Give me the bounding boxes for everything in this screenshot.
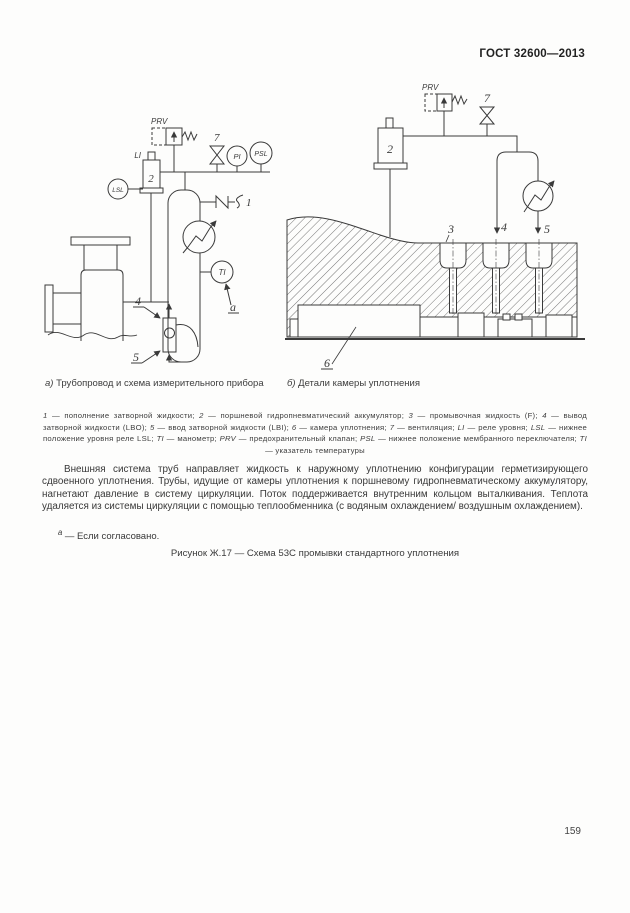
piping-diagram-svg (40, 75, 600, 375)
prv-label-a: PRV (151, 117, 168, 126)
footnote-marker: а (57, 528, 63, 537)
outlet-label-b: 4 (501, 220, 507, 234)
diagram-b (285, 83, 585, 370)
heat-exchanger-icon-b (523, 181, 554, 212)
caption-a-text: Трубопровод и схема измерительного прибора (56, 378, 264, 389)
caption-b-marker: б) (287, 378, 296, 389)
psl-label: PSL (254, 151, 268, 158)
prv-label-b: PRV (422, 83, 439, 92)
accumulator-label-b: 2 (387, 142, 393, 156)
header-pipe-b (403, 136, 517, 152)
inlet-label-b: 5 (544, 222, 550, 236)
fill-valve-icon (200, 195, 243, 208)
body-paragraph-block (42, 464, 588, 514)
casing-section (285, 217, 585, 339)
standard-number: ГОСТ 32600—2013 (479, 48, 585, 60)
caption-b (287, 378, 577, 390)
temperature-gauge-icon (200, 261, 233, 283)
footnote-text: — Если согласовано. (64, 531, 160, 543)
li-label: LI (134, 151, 141, 160)
vent-valve-icon-b (480, 107, 494, 136)
ti-label: TI (218, 268, 226, 277)
legend-text: 1 — пополнение затворной жидкости; 2 — поршневой гидропневматический аккумулятор; 3 — промывочная жидкость (F); 4 — вывод затворной жидкости (LBO); 5 — ввод затворной жидкости (LBI); 6 — камера уплотнения; 7 — вентиляция; LI — реле уровня; LSL — нижнее положение уровня реле LSL; TI — манометр; PRV — предохранительный клапан; PSL — нижнее положение мембранного переключателя; TI — указатель температуры (43, 411, 588, 455)
caption-b-text: Детали камеры уплотнения (298, 378, 420, 389)
caption-a-marker: а) (45, 378, 54, 389)
heat-exchanger-icon-a (183, 221, 216, 253)
accumulator-icon-b (374, 118, 407, 237)
footnote-ref-label: а (230, 300, 236, 314)
pump-body (45, 237, 137, 341)
figure-caption: Рисунок Ж.17 — Схема 53С промывки стандартного уплотнения (170, 548, 460, 559)
relief-valve-icon (152, 128, 197, 172)
footnote (42, 528, 588, 542)
fill-label: 1 (246, 197, 252, 209)
inlet-label-a: 5 (133, 350, 139, 364)
diagram-a (45, 117, 272, 364)
relief-valve-icon-b (425, 94, 467, 136)
figure-diagrams (40, 75, 600, 375)
vent-label-a: 7 (214, 132, 220, 144)
body-paragraph: Внешняя система труб направляет жидкость к наружному уплотнению конфигурации герметизирующего сдвоенного уплотнения. Трубы, идущие от камеры уплотнения к поршневому гидропневматическому аккумулятору, нагнетают давление в систему циркуляции. Поток поддерживается внутренним кольцом выталкивания. Теплота удаляется из системы циркуляции с помощью теплообменника (с водяным охлаждением/ воздушным охлаждением). (42, 464, 588, 513)
chamber-label: 6 (324, 356, 330, 370)
caption-a (45, 378, 280, 390)
outlet-label-a: 4 (135, 294, 141, 308)
flush-label: 3 (448, 222, 454, 236)
lsl-label: LSL (112, 187, 124, 194)
vent-valve-icon-a (210, 146, 224, 172)
vent-label-b: 7 (484, 91, 490, 105)
accumulator-label-a: 2 (148, 173, 154, 185)
pi-label: PI (233, 152, 241, 161)
page-number: 159 (564, 826, 581, 837)
